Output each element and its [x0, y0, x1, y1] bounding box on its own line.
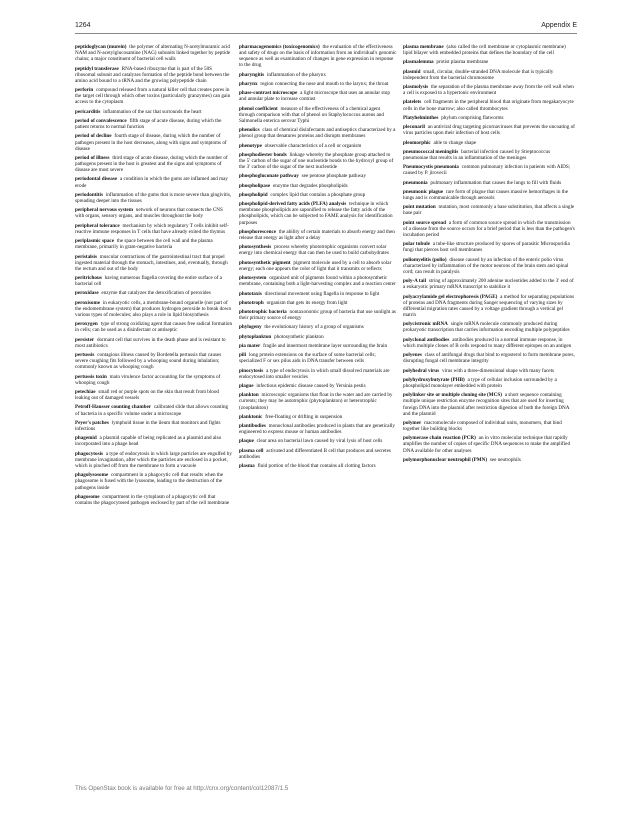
glossary-entry [239, 291, 397, 297]
glossary-term: polycistronic mRNA [403, 321, 448, 328]
glossary-definition: dormant cell that survives in the death phase and is resistant to most antibiotics [75, 336, 226, 349]
glossary-term: plague [239, 382, 254, 389]
glossary-definition: calibrated slide that allows counting of bacteria in a specific volume under a microscope [75, 404, 229, 417]
glossary-term: phagolysosome [75, 472, 109, 479]
glossary-term: pharmacogenomics (toxicogenomics) [239, 44, 320, 50]
glossary-term: phagemid [75, 435, 97, 442]
glossary-definition: disease caused by an infection of the enteric polio virus characterized by inflammation of the motor neurons of the brain stem and spinal cord; can result in paralysis [403, 256, 569, 275]
glossary-definition: contagious illness caused by Bordetella pertussis that causes severe coughing fits followed by a whooping sound during inhalation; commonly known as whooping cough [75, 352, 222, 371]
glossary-entry [75, 374, 233, 386]
glossary-term: plankton [239, 392, 259, 399]
glossary-term: polylinker site or multiple cloning site (MCS) [403, 392, 502, 399]
glossary-entry [75, 238, 233, 250]
glossary-definition: mutation, most commonly a base substitution, that affects a single base pair [403, 204, 575, 217]
glossary-term: polyclonal antibodies [403, 336, 450, 343]
glossary-definition: an antiviral drug targeting picornaviruses that prevents the uncoating of virus particles upon their infection of host cells [403, 124, 575, 137]
glossary-term: polymorphonuclear neutrophil (PMN) [403, 456, 488, 463]
glossary-definition: a form of common source spread in which the transmission of a disease from the source occurs for a brief period that is less than the pathogen's incubation period [403, 219, 575, 238]
glossary-entry [239, 334, 397, 340]
glossary-entry [75, 337, 233, 349]
glossary-definition: inflammation of the sac that surrounds the heart [103, 108, 202, 115]
glossary-entry [239, 414, 397, 420]
glossary-entry [75, 451, 233, 469]
glossary-definition: a type of endocytosis in which small dissolved materials are endocytosed into smaller vesicles [239, 367, 390, 380]
glossary-entry [403, 257, 575, 275]
glossary-term: phototrophic bacteria [239, 309, 287, 315]
glossary-term: pneumonic plague [403, 188, 444, 195]
glossary-term: polar tubule [403, 241, 430, 248]
glossary-term: period of convalescence [75, 117, 127, 124]
glossary-entry [75, 389, 233, 401]
glossary-entry [239, 309, 397, 321]
glossary-entry [239, 324, 397, 330]
glossary-entry [239, 275, 397, 287]
glossary-entry [239, 192, 397, 198]
glossary-term: polyenes [403, 352, 422, 359]
glossary-entry [75, 404, 233, 416]
glossary-definition: able to change shape [433, 139, 477, 146]
glossary-term: polyhydroxybutyrate (PHB) [403, 376, 465, 383]
glossary-term: periodontitis [75, 191, 103, 198]
glossary-definition: compartment in the cytoplasm of a phagocytic cell that contains the phagocytosed pathogen enclosed by part of the cell membrane [75, 493, 230, 506]
glossary-term: phytoplankton [239, 333, 272, 340]
glossary-term: persister [75, 336, 95, 343]
glossary-entry [403, 435, 575, 453]
glossary-definition: fragile and innermost membrane layer surrounding the brain [263, 342, 388, 349]
glossary-entry [75, 435, 233, 447]
glossary-entry [403, 124, 575, 136]
page-footer: This OpenStax book is available for free at http://cnx.org/content/col12087/1.5 [75, 785, 289, 792]
glossary-entry [239, 392, 397, 410]
glossary-definition: activated and differentiated B cell that produces and secretes antibodies [239, 447, 391, 460]
glossary-term: plasma cell [239, 447, 264, 454]
glossary-definition: the evolutionary history of a group of organisms [264, 324, 364, 331]
glossary-entry [403, 44, 575, 56]
glossary-definition: measure of the effectiveness of a chemical agent through comparison with that of phenol on Staphylococcus aureus and Salmonella enterica serovar Typhi [239, 105, 384, 124]
glossary-term: phagosome [75, 493, 100, 500]
glossary-definition: directional movement using flagella in response to light [264, 290, 380, 297]
glossary-term: pleconaril [403, 124, 425, 131]
glossary-term: phosphorescence [239, 228, 277, 235]
glossary-definition: compound released from a natural killer cell that creates pores in the target cell through which other toxins (particularly granzymes) can gain access to the cytoplasm [75, 87, 231, 106]
glossary-definition: cell fragments in the peripheral blood that originate from megakaryocyte cells in the bone marrow; also called thrombocytes [403, 99, 574, 112]
glossary-entry [75, 275, 233, 287]
glossary-definition: organized unit of pigments found within a photosynthetic membrane, containing both a light-harvesting complex and a reaction center [239, 275, 396, 288]
glossary-term: plasmalemma [403, 59, 434, 66]
glossary-entry [403, 84, 575, 96]
glossary-definition: clear area on bacterial lawn caused by viral lysis of host cells [256, 438, 383, 445]
glossary-term: point source spread [403, 219, 446, 226]
glossary-term: phototroph [239, 299, 264, 306]
glossary-entry [239, 438, 397, 444]
glossary-entry [75, 109, 233, 115]
glossary-definition: third stage of acute disease, during which the number of pathogens present in the host is greatest and the signs and symptoms of disease are most severe [75, 154, 228, 174]
glossary-entry [239, 343, 397, 349]
glossary-entry [403, 69, 575, 81]
glossary-entry [403, 352, 575, 364]
glossary-entry [403, 59, 575, 65]
glossary-definition: muscular contractions of the gastrointestinal tract that propel ingested material through the stomach, intestines, and, eventually, through the rectum and out of the body [75, 253, 228, 272]
glossary-definition: region connecting the nose and mouth to the larynx; the throat [260, 80, 389, 87]
glossary-term: peptidyl transferase [75, 65, 119, 72]
glossary-entry [239, 383, 397, 389]
glossary-definition: network of neurons that connects the CNS with organs, sensory organs, and muscles throughout the body [75, 207, 223, 220]
glossary-entry [75, 155, 233, 173]
glossary-definition: the evaluation of the effectiveness and safety of drugs on the basis of information from an individual's genomic sequence as well as examination of changes in gene expression in response to the drug [239, 44, 397, 69]
glossary-term: periplasmic space [75, 238, 114, 245]
glossary-definition: string of approximately 200 adenine nucleotides added to the 3′ end of a eukaryotic primary mRNA transcript to stabilize it [403, 278, 574, 291]
glossary-entry [403, 241, 575, 253]
glossary-entry [75, 472, 233, 490]
glossary-entry [403, 220, 575, 238]
glossary-definition: an in vitro molecular technique that rapidly amplifies the number of copies of specific DNA sequences to make the amplified DNA available for other analyses [403, 435, 571, 454]
glossary-term: pinocytosis [239, 367, 264, 374]
glossary-definition: a method for separating populations of proteins and DNA fragments during Sanger sequencing of varying sizes by differential migration rates caused by a voltage gradient through a vertical gel matrix [403, 293, 575, 319]
glossary-entry [403, 164, 575, 176]
glossary-term: poly-A tail [403, 278, 426, 285]
glossary-entry [75, 192, 233, 204]
glossary-definition: compartment in a phagocytic cell that results when the phagosome is fused with the lysosome, leading to the destruction of the pathogens inside [75, 472, 224, 491]
glossary-term: plasmolysis [403, 84, 429, 91]
glossary-entry [239, 300, 397, 306]
glossary-entry [403, 140, 575, 146]
glossary-definition: free-floating or drifting in suspension [265, 413, 343, 420]
glossary-definition: phylum comprising flatworms [441, 114, 504, 121]
glossary-definition: a type of cellular inclusion surrounded by a phospholipid monolayer embedded with protein [403, 376, 557, 389]
glossary-definition: single mRNA molecule commonly produced during prokaryotic transcription that carries information encoding multiple polypeptides [403, 321, 570, 334]
glossary-entry [239, 201, 397, 226]
glossary-term: polyhedral virus [403, 367, 440, 374]
glossary-definition: microscopic organisms that float in the water and are carried by currents; they may be autotrophic (phytoplankton) or heterotrophic (zooplankton) [239, 392, 393, 411]
glossary-entry [403, 337, 575, 349]
glossary-term: polymerase chain reaction (PCR) [403, 435, 476, 442]
glossary-term: plasma [239, 463, 255, 470]
glossary-term: phenotype [239, 142, 262, 149]
glossary-definition: monoclonal antibodies produced in plants that are genetically engineered to express mouse or human antibodies [239, 423, 395, 436]
glossary-definition: pigment molecule used by a cell to absorb solar energy; each one appears the color of light that it transmits or reflects [239, 259, 392, 272]
glossary-term: Peyer's patches [75, 419, 109, 426]
glossary-entry [403, 115, 575, 121]
glossary-definition: bacterial infection caused by Streptococcus pneumoniae that results in an inflammation of the meninges [403, 148, 551, 161]
glossary-term: phospholipase [239, 182, 271, 189]
page-header [75, 22, 577, 34]
glossary-term: poliomyelitis (polio) [403, 256, 447, 263]
glossary-definition: (also called the cell membrane or cytoplasmic membrane) lipid bilayer with embedded proteins that defines the boundary of the cell [403, 44, 566, 57]
glossary-term: plasmid [403, 68, 421, 75]
glossary-term: phylogeny [239, 324, 262, 331]
glossary-term: pneumonia [403, 179, 428, 186]
glossary-entry [75, 290, 233, 296]
glossary-term: phospholipid [239, 191, 268, 198]
glossary-definition: antibodies produced in a normal immune response, in which multiple clones of B cells respond to many different epitopes on an antigen [403, 336, 572, 349]
glossary-term: polyacrylamide gel electrophoresis (PAGE) [403, 293, 498, 300]
glossary-term: plasma membrane [403, 44, 444, 50]
glossary-term: phase-contrast microscope [239, 90, 298, 97]
glossary-definition: technique in which membrane phospholipids are saponified to release the fatty acids of the phospholipids, which can be subjected to FAME analysis for identification purposes [239, 201, 393, 226]
glossary-entry [403, 392, 575, 417]
glossary-definition: common pulmonary infection in patients with AIDS; caused by P. jirovecii [403, 164, 571, 177]
glossary-definition: pulmonary inflammation that causes the lungs to fill with fluids [430, 179, 562, 186]
glossary-term: phosphogluconate pathway [239, 173, 299, 180]
glossary-definition: see neutrophils [489, 456, 521, 463]
glossary-definition: the space between the cell wall and the plasma membrane, primarily in gram-negative bacteria [75, 238, 213, 251]
glossary-entry [239, 448, 397, 460]
glossary-definition: photosynthetic plankton [274, 333, 324, 340]
glossary-term: peripheral tolerance [75, 222, 120, 229]
glossary-entry [239, 244, 397, 256]
glossary-entry [75, 321, 233, 333]
glossary-column-1 [75, 44, 233, 779]
glossary-entry [403, 149, 575, 161]
glossary-term: planktonic [239, 413, 263, 420]
glossary-entry [403, 278, 575, 290]
glossary-definition: a plasmid capable of being replicated as a plasmid and also incorporated into a phage head [75, 435, 222, 448]
glossary-entry [75, 44, 233, 62]
glossary-term: peripheral nervous system [75, 207, 133, 214]
glossary-term: perforin [75, 87, 94, 94]
glossary-entry [239, 72, 397, 78]
glossary-definition: RNA-based ribozyme that is part of the 50S ribosomal subunit and catalyzes formation of the peptide bond between the amino acid bound to a tRNA and the growing polypeptide chain [75, 65, 230, 84]
glossary-term: pili [239, 352, 247, 359]
glossary-entry [403, 377, 575, 389]
glossary-definition: nontaxonomic group of bacteria that use sunlight as their primary source of energy [239, 309, 396, 322]
glossary-entry [75, 494, 233, 506]
glossary-definition: complex lipid that contains a phosphate group [270, 191, 366, 198]
glossary-definition: enzyme that degrades phospholipids [272, 182, 348, 189]
glossary-definition: class of antifungal drugs that bind to ergosterol to form membrane pores, disrupting fungal cell membrane integrity [403, 352, 575, 365]
glossary-term: photosynthesis [239, 244, 272, 251]
glossary-definition: observable characteristics of a cell or organism [264, 142, 362, 149]
glossary-term: peristalsis [75, 253, 97, 260]
glossary-entry [239, 143, 397, 149]
glossary-definition: process whereby phototrophic organisms convert solar energy into chemical energy that can then be used to build carbohydrates [239, 244, 389, 257]
glossary-definition: the separation of the plasma membrane away from the cell wall when a cell is exposed to a hypertonic environment [403, 84, 574, 97]
glossary-definition: fourth stage of disease, during which the number of pathogen present in the host decreases, along with signs and symptoms of disease [75, 133, 227, 152]
glossary-definition: a short sequence containing multiple unique restriction enzyme recognition sites that are used for inserting foreign DNA into the plasmid after restriction digestion of both the foreign DNA and the plasmid [403, 392, 570, 417]
glossary-term: plantibodies [239, 423, 266, 430]
glossary-entry [75, 118, 233, 130]
glossary-definition: having numerous flagella covering the entire surface of a bacterial cell [75, 275, 222, 288]
glossary-column-3 [403, 44, 575, 779]
glossary-definition: macromolecule composed of individual units, monomers, that bind together like building blocks [403, 419, 562, 433]
glossary-entry [75, 254, 233, 272]
glossary-entry [239, 260, 397, 272]
glossary-term: pharynx [239, 80, 258, 87]
glossary-entry [403, 368, 575, 374]
glossary-term: phagocytosis [75, 450, 103, 457]
glossary-columns [75, 44, 577, 779]
glossary-entry [239, 183, 397, 189]
glossary-entry [403, 420, 575, 432]
glossary-definition: small red or purple spots on the skin that result from blood leaking out of damaged vessels [75, 389, 220, 402]
header-rule [75, 33, 577, 34]
glossary-entry [75, 133, 233, 151]
glossary-definition: a type of endocytosis in which large particles are engulfed by membrane invagination, after which the particles are enclosed in a pocket, which is pinched off from the membrane to form a vacuole [75, 450, 232, 469]
glossary-definition: inflammation of the gums that is more severe than gingivitis, spreading deeper into the tissues [75, 191, 232, 205]
glossary-entry [239, 368, 397, 380]
glossary-term: phototaxis [239, 290, 262, 297]
glossary-entry [403, 189, 575, 201]
glossary-entry [239, 152, 397, 170]
glossary-term: pharyngitis [239, 71, 265, 78]
glossary-definition: organism that gets its energy from light [266, 299, 348, 306]
glossary-term: platelets [403, 99, 422, 106]
glossary-term: photosynthetic pigment [239, 259, 291, 266]
glossary-term: plaque [239, 438, 254, 445]
glossary-definition: in eukaryotic cells, a membrane-bound organelle (not part of the endomembrane system) that produces hydrogen peroxide to break down various types of molecules; also plays a role in lipid biosynthesis [75, 299, 232, 319]
glossary-entry [239, 352, 397, 364]
glossary-entry [239, 229, 397, 241]
glossary-column-2 [239, 44, 397, 779]
glossary-term: pleomorphic [403, 139, 431, 146]
glossary-definition: fifth stage of acute disease, during which the patient returns to normal function [75, 117, 222, 131]
glossary-entry [403, 457, 575, 463]
glossary-definition: class of chemical disinfectants and antiseptics characterized by a phenol group that denatures proteins and disrupts membranes [239, 127, 396, 140]
glossary-term: peroxidase [75, 290, 99, 297]
glossary-definition: rare form of plague that causes massive hemorrhages in the lungs and is communicable through aerosols [403, 188, 568, 201]
glossary-term: polymer [403, 419, 422, 426]
glossary-term: point mutation [403, 204, 436, 211]
glossary-entry [239, 90, 397, 102]
glossary-term: pia mater [239, 342, 261, 349]
glossary-definition: virus with a three-dimensional shape with many facets [441, 367, 554, 374]
glossary-term: Petroff-Hausser counting chamber [75, 404, 152, 411]
glossary-term: pneumococcal meningitis [403, 148, 459, 155]
glossary-entry [403, 204, 575, 216]
glossary-entry [239, 127, 397, 139]
glossary-term: petechiae [75, 389, 96, 396]
glossary-definition: long protein extensions on the surface of some bacterial cells; specialized F or sex pilus aids in DNA transfer between cells [239, 352, 376, 365]
glossary-definition: a light microscope that uses an annular stop and annular plate to increase contrast [239, 90, 390, 103]
glossary-entry [75, 420, 233, 432]
glossary-entry [239, 81, 397, 87]
glossary-definition: a condition in which the gums are inflamed and may erode [75, 176, 229, 189]
glossary-entry [75, 176, 233, 188]
glossary-term: pertussis [75, 352, 95, 359]
glossary-definition: fluid portion of the blood that contains all clotting factors [257, 463, 376, 470]
glossary-definition: the polymer of alternating N-acetylmuramic acid NAM and N-acetylglucosamine (NAG) subunits linked together by peptide chains; a major constituent of bacterial cell walls [75, 44, 231, 63]
glossary-definition: see pentose phosphate pathway [301, 173, 367, 180]
glossary-term: peroxisome [75, 299, 101, 306]
glossary-term: periodontal disease [75, 176, 118, 183]
glossary-entry [403, 294, 575, 319]
glossary-term: pericarditis [75, 108, 101, 115]
glossary-entry [403, 99, 575, 111]
glossary-definition: small, circular, double-stranded DNA molecule that is typically independent from the bacterial chromosome [403, 68, 554, 81]
glossary-definition: a tube-like structure produced by spores of parasitic Microsporidia fungi that pierces host cell membranes [403, 241, 570, 254]
page-number: 1264 [75, 22, 91, 29]
glossary-term: period of illness [75, 154, 110, 161]
glossary-entry [75, 66, 233, 84]
glossary-entry [239, 44, 397, 69]
glossary-term: peroxygen [75, 321, 98, 328]
glossary-entry [75, 87, 233, 105]
glossary-definition: lymphoid tissue in the ileum that monitors and fights infections [75, 419, 221, 433]
glossary-definition: mechanism by which regulatory T cells inhibit self-reactive immune responses in T cells that have already exited the thymus [75, 222, 229, 235]
glossary-entry [75, 352, 233, 370]
glossary-definition: type of strong oxidizing agent that causes free radical formation in cells; can be used as a disinfectant or antiseptic [75, 321, 233, 334]
glossary-entry [75, 223, 233, 235]
glossary-term: pertussis toxin [75, 373, 107, 380]
glossary-term: photosystem [239, 275, 267, 282]
glossary-entry [239, 463, 397, 469]
glossary-term: peritrichous [75, 275, 102, 282]
glossary-term: peptidoglycan (murein) [75, 44, 127, 50]
glossary-entry [75, 207, 233, 219]
glossary-term: phenol coefficient [239, 105, 278, 112]
glossary-term: phosphodiester bonds [239, 151, 287, 158]
glossary-definition: protist plasma membrane [436, 59, 489, 66]
glossary-term: Platyhelminthes [403, 114, 439, 121]
glossary-entry [239, 423, 397, 435]
glossary-term: phenolics [239, 127, 260, 134]
glossary-term: period of decline [75, 133, 112, 140]
glossary-term: Pneumocystis pneumonia [403, 164, 459, 171]
glossary-definition: infectious epidemic disease caused by Yersinia pestis [256, 382, 366, 389]
glossary-entry [403, 180, 575, 186]
glossary-definition: main virulence factor accounting for the symptoms of whooping cough [75, 373, 221, 386]
glossary-term: phospholipid-derived fatty acids (PLFA) analysis [239, 201, 347, 208]
section-title: Appendix E [541, 22, 577, 29]
glossary-definition: inflammation of the pharynx [266, 71, 326, 78]
glossary-definition: the ability of certain materials to absorb energy and then release that energy as light after a delay [239, 228, 395, 242]
glossary-entry [239, 106, 397, 124]
glossary-definition: enzyme that catalyzes the detoxification of peroxides [101, 290, 211, 297]
glossary-entry [239, 173, 397, 179]
glossary-entry [75, 300, 233, 318]
glossary-entry [403, 321, 575, 333]
glossary-definition: linkage whereby the phosphate group attached to the 5′ carbon of the sugar of one nucleotide bonds to the hydroxyl group of the 3′ carbon of the sugar of the next nucleotide [239, 151, 394, 171]
